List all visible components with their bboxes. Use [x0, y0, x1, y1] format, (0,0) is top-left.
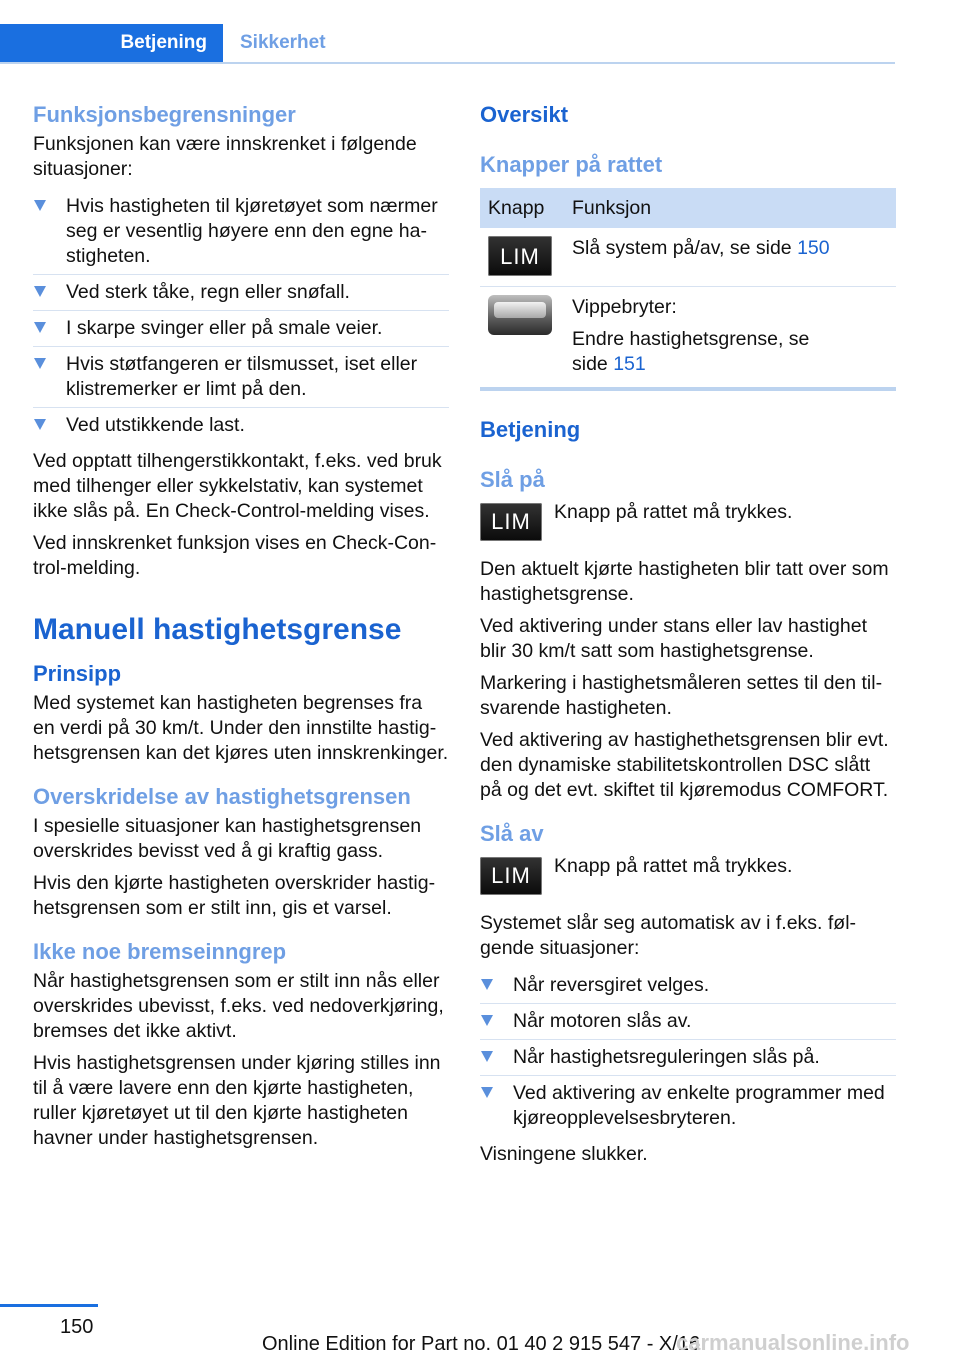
paragraph: Den aktuelt kjørte hastigheten blir tatt over som hastighetsgrense.: [480, 558, 889, 605]
list-item-text: Hvis hastigheten til kjøretøyet som nærmer seg er vesentlig høyere enn den egne hastigheten.: [66, 195, 438, 267]
tab-sikkerhet[interactable]: Sikkerhet: [240, 32, 326, 53]
paragraph: Systemet slår seg automatisk av i f.eks. følgende situasjoner:: [480, 912, 857, 959]
lim-button-label: LIM: [491, 509, 531, 534]
heading-prinsipp: Prinsipp: [33, 661, 122, 686]
list-item: [480, 1076, 896, 1136]
switch-off-list: [480, 968, 896, 1136]
heading-knapper-pa-rattet: Knapper på rattet: [480, 152, 663, 177]
table-header-funksjon: Funksjon: [564, 188, 896, 228]
list-item: [480, 1004, 896, 1040]
triangle-bullet-icon: [34, 358, 46, 369]
page-link-151[interactable]: 151: [613, 353, 646, 375]
paragraph: Visningene slukker.: [480, 1143, 648, 1165]
list-item-text: Når motoren slås av.: [513, 1010, 692, 1032]
paragraph: Hvis den kjørte hastigheten overskrider hastighetsgrensen som er stilt inn, gis et varsel.: [33, 872, 436, 919]
triangle-bullet-icon: [481, 1015, 493, 1026]
list-item-text: Ved sterk tåke, regn eller snøfall.: [66, 281, 350, 303]
left-column: [33, 100, 449, 1158]
heading-funksjonsbegrensninger: Funksjonsbegrensninger: [33, 102, 296, 127]
list-item-text: Hvis støtfangeren er tilsmusset, iset eller klistremerker er limt på den.: [66, 353, 418, 400]
row-text: Slå system på/av, se side: [572, 237, 798, 259]
list-item-text: I skarpe svinger eller på smale veier.: [66, 317, 383, 339]
watermark: carmanualsonline.info: [676, 1330, 910, 1355]
heading-manuell-hastighetsgrense: Manuell hastighetsgrense: [33, 613, 402, 646]
instruction-text: Knapp på rattet må trykkes.: [554, 501, 793, 523]
list-item-text: Når reversgiret velges.: [513, 974, 710, 996]
header-tabs: [0, 24, 895, 64]
heading-oversikt: Oversikt: [480, 102, 569, 127]
list-item-text: Ved aktivering av enkelte programmer med kjøreopplevelsesbryteren.: [513, 1082, 885, 1129]
list-item-text: Ved utstikkende last.: [66, 414, 245, 436]
edition-text: Online Edition for Part no. 01 40 2 915 547 - X/16: [262, 1333, 701, 1355]
paragraph: Ved aktivering under stans eller lav hastighet blir 30 km/t satt som hastighetsgrense.: [480, 615, 867, 662]
lim-button-icon: [480, 503, 542, 541]
triangle-bullet-icon: [481, 1087, 493, 1098]
heading-sla-pa: Slå på: [480, 467, 545, 492]
paragraph: Ved aktivering av hastighethetsgrensen blir evt. den dynamiske stabilitetskontrollen DSC slått på og det evt. skiftet til kjøremodus COMFORT.: [480, 729, 889, 801]
table-header-row: [480, 188, 896, 228]
footer-divider: [0, 1304, 98, 1307]
table-header-knapp: Knapp: [480, 188, 564, 228]
row-text: Endre hastighetsgrense, se side: [572, 328, 810, 375]
rocker-switch-icon: [488, 295, 552, 335]
lim-button-label: LIM: [491, 863, 531, 888]
page-link-150[interactable]: 150: [797, 237, 830, 259]
table-cell-function: [564, 228, 896, 287]
button-instruction-on: [480, 503, 896, 541]
table-cell-button: [480, 287, 564, 390]
list-item-text: Når hastighetsreguleringen slås på.: [513, 1046, 820, 1068]
buttons-table: [480, 188, 896, 391]
heading-overskridelse: Overskridelse av hastighetsgrensen: [33, 784, 411, 809]
paragraph: Hvis hastighetsgrensen under kjøring stilles inn til å være lavere enn den kjørte hastigheten, ruller kjøretøyet ut til den kjørte hastigheten havner under hastighetsgrensen.: [33, 1052, 441, 1149]
paragraph: Ved opptatt tilhengerstikkontakt, f.eks. ved bruk med tilhenger eller sykkelstativ, kan systemet ikke slås på. En Check-Control-melding vises.: [33, 450, 442, 522]
triangle-bullet-icon: [34, 286, 46, 297]
table-row: [480, 287, 896, 390]
paragraph: Ved innskrenket funksjon vises en Check-Control-melding.: [33, 532, 437, 579]
lim-button-icon: [488, 236, 552, 276]
button-instruction-off: [480, 857, 896, 895]
triangle-bullet-icon: [34, 200, 46, 211]
table-row: [480, 228, 896, 287]
triangle-bullet-icon: [34, 322, 46, 333]
triangle-bullet-icon: [34, 419, 46, 430]
page-number: 150: [60, 1316, 94, 1338]
list-item: [33, 189, 449, 275]
lim-button-label: LIM: [500, 243, 540, 269]
list-item: [33, 408, 449, 443]
table-cell-function: [564, 287, 896, 390]
list-item: [480, 1040, 896, 1076]
list-item: [33, 275, 449, 311]
lim-button-icon: [480, 857, 542, 895]
heading-sla-av: Slå av: [480, 821, 544, 846]
triangle-bullet-icon: [481, 1051, 493, 1062]
tab-betjening-label: Betjening: [120, 32, 207, 53]
table-cell-button: [480, 228, 564, 287]
heading-ikke-noe-bremseinngrep: Ikke noe bremseinngrep: [33, 939, 287, 964]
right-column: [480, 100, 896, 1174]
tab-betjening[interactable]: [0, 24, 223, 62]
triangle-bullet-icon: [481, 979, 493, 990]
paragraph: Funksjonen kan være innskrenket i følgende situasjoner:: [33, 133, 417, 180]
paragraph: Markering i hastighetsmåleren settes til den tilsvarende hastigheten.: [480, 672, 883, 719]
row-text: Vippebryter:: [572, 296, 677, 318]
list-item: [480, 968, 896, 1004]
limitations-list: [33, 189, 449, 443]
paragraph: I spesielle situasjoner kan hastighetsgrensen overskrides bevisst ved å gi kraftig gass.: [33, 815, 422, 862]
list-item: [33, 347, 449, 408]
list-item: [33, 311, 449, 347]
paragraph: Med systemet kan hastigheten begrenses fra en verdi på 30 km/t. Under den innstilte hastighetsgrensen kan det kjøres uten innskrenkinger.: [33, 692, 449, 764]
heading-betjening: Betjening: [480, 417, 581, 442]
paragraph: Når hastighetsgrensen som er stilt inn nås eller overskrides ubevisst, f.eks. ved nedoverkjøring, bremses det ikke aktivt.: [33, 970, 444, 1042]
instruction-text: Knapp på rattet må trykkes.: [554, 855, 793, 877]
